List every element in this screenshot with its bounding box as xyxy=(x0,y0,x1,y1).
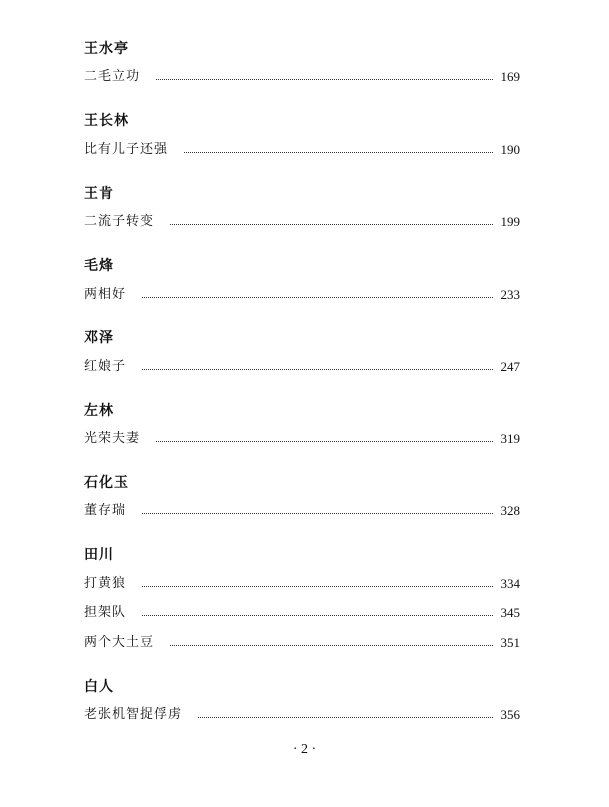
dot-leader xyxy=(142,585,492,587)
dot-leader xyxy=(156,440,492,442)
toc-entry xyxy=(84,213,520,231)
dot-leader xyxy=(170,223,492,225)
author-name: 王水亭 xyxy=(84,41,129,57)
dot-leader xyxy=(142,368,492,370)
dot-leader xyxy=(198,716,492,718)
toc-entry xyxy=(84,604,520,622)
dot-leader xyxy=(184,151,492,153)
page-number: 345 xyxy=(500,605,520,620)
work-title: 两个大土豆 xyxy=(84,635,155,650)
work-title: 打黄狼 xyxy=(84,576,127,591)
page-number: 233 xyxy=(500,287,520,302)
dot-leader xyxy=(142,512,492,514)
toc-entry xyxy=(84,68,520,86)
dot-leader xyxy=(142,296,492,298)
work-title: 二流子转变 xyxy=(84,214,155,229)
toc-entry xyxy=(84,141,520,159)
page-number: 247 xyxy=(500,359,520,374)
footer-page-number: · 2 · xyxy=(292,742,317,757)
author-name: 邓泽 xyxy=(84,330,114,346)
toc-entry xyxy=(84,634,520,652)
toc-entry xyxy=(84,358,520,376)
dot-leader xyxy=(142,614,492,616)
author-name: 田川 xyxy=(84,547,114,563)
page-number: 328 xyxy=(500,503,520,518)
toc-entry xyxy=(84,575,520,593)
work-title: 老张机智捉俘虏 xyxy=(84,707,183,722)
dot-leader xyxy=(156,78,492,80)
work-title: 红娘子 xyxy=(84,359,127,374)
work-title: 光荣夫妻 xyxy=(84,431,141,446)
toc-entry xyxy=(84,286,520,304)
toc-entry xyxy=(84,430,520,448)
work-title: 比有儿子还强 xyxy=(84,142,169,157)
page-number: 356 xyxy=(500,707,520,722)
author-name: 毛烽 xyxy=(84,258,114,274)
author-name: 左林 xyxy=(84,403,114,419)
author-name: 石化玉 xyxy=(84,475,129,491)
page-number: 199 xyxy=(500,214,520,229)
page-number: 169 xyxy=(500,69,520,84)
work-title: 二毛立功 xyxy=(84,69,141,84)
toc-entry xyxy=(84,706,520,724)
page-number: 351 xyxy=(500,635,520,650)
dot-leader xyxy=(170,644,492,646)
page-number: 319 xyxy=(500,431,520,446)
author-name: 王肯 xyxy=(84,186,114,202)
work-title: 董存瑞 xyxy=(84,503,127,518)
author-name: 白人 xyxy=(84,679,114,695)
author-name: 王长林 xyxy=(84,113,129,129)
work-title: 两相好 xyxy=(84,287,127,302)
page-number: 190 xyxy=(500,142,520,157)
page-number: 334 xyxy=(500,576,520,591)
work-title: 担架队 xyxy=(84,605,127,620)
toc-entry xyxy=(84,502,520,520)
